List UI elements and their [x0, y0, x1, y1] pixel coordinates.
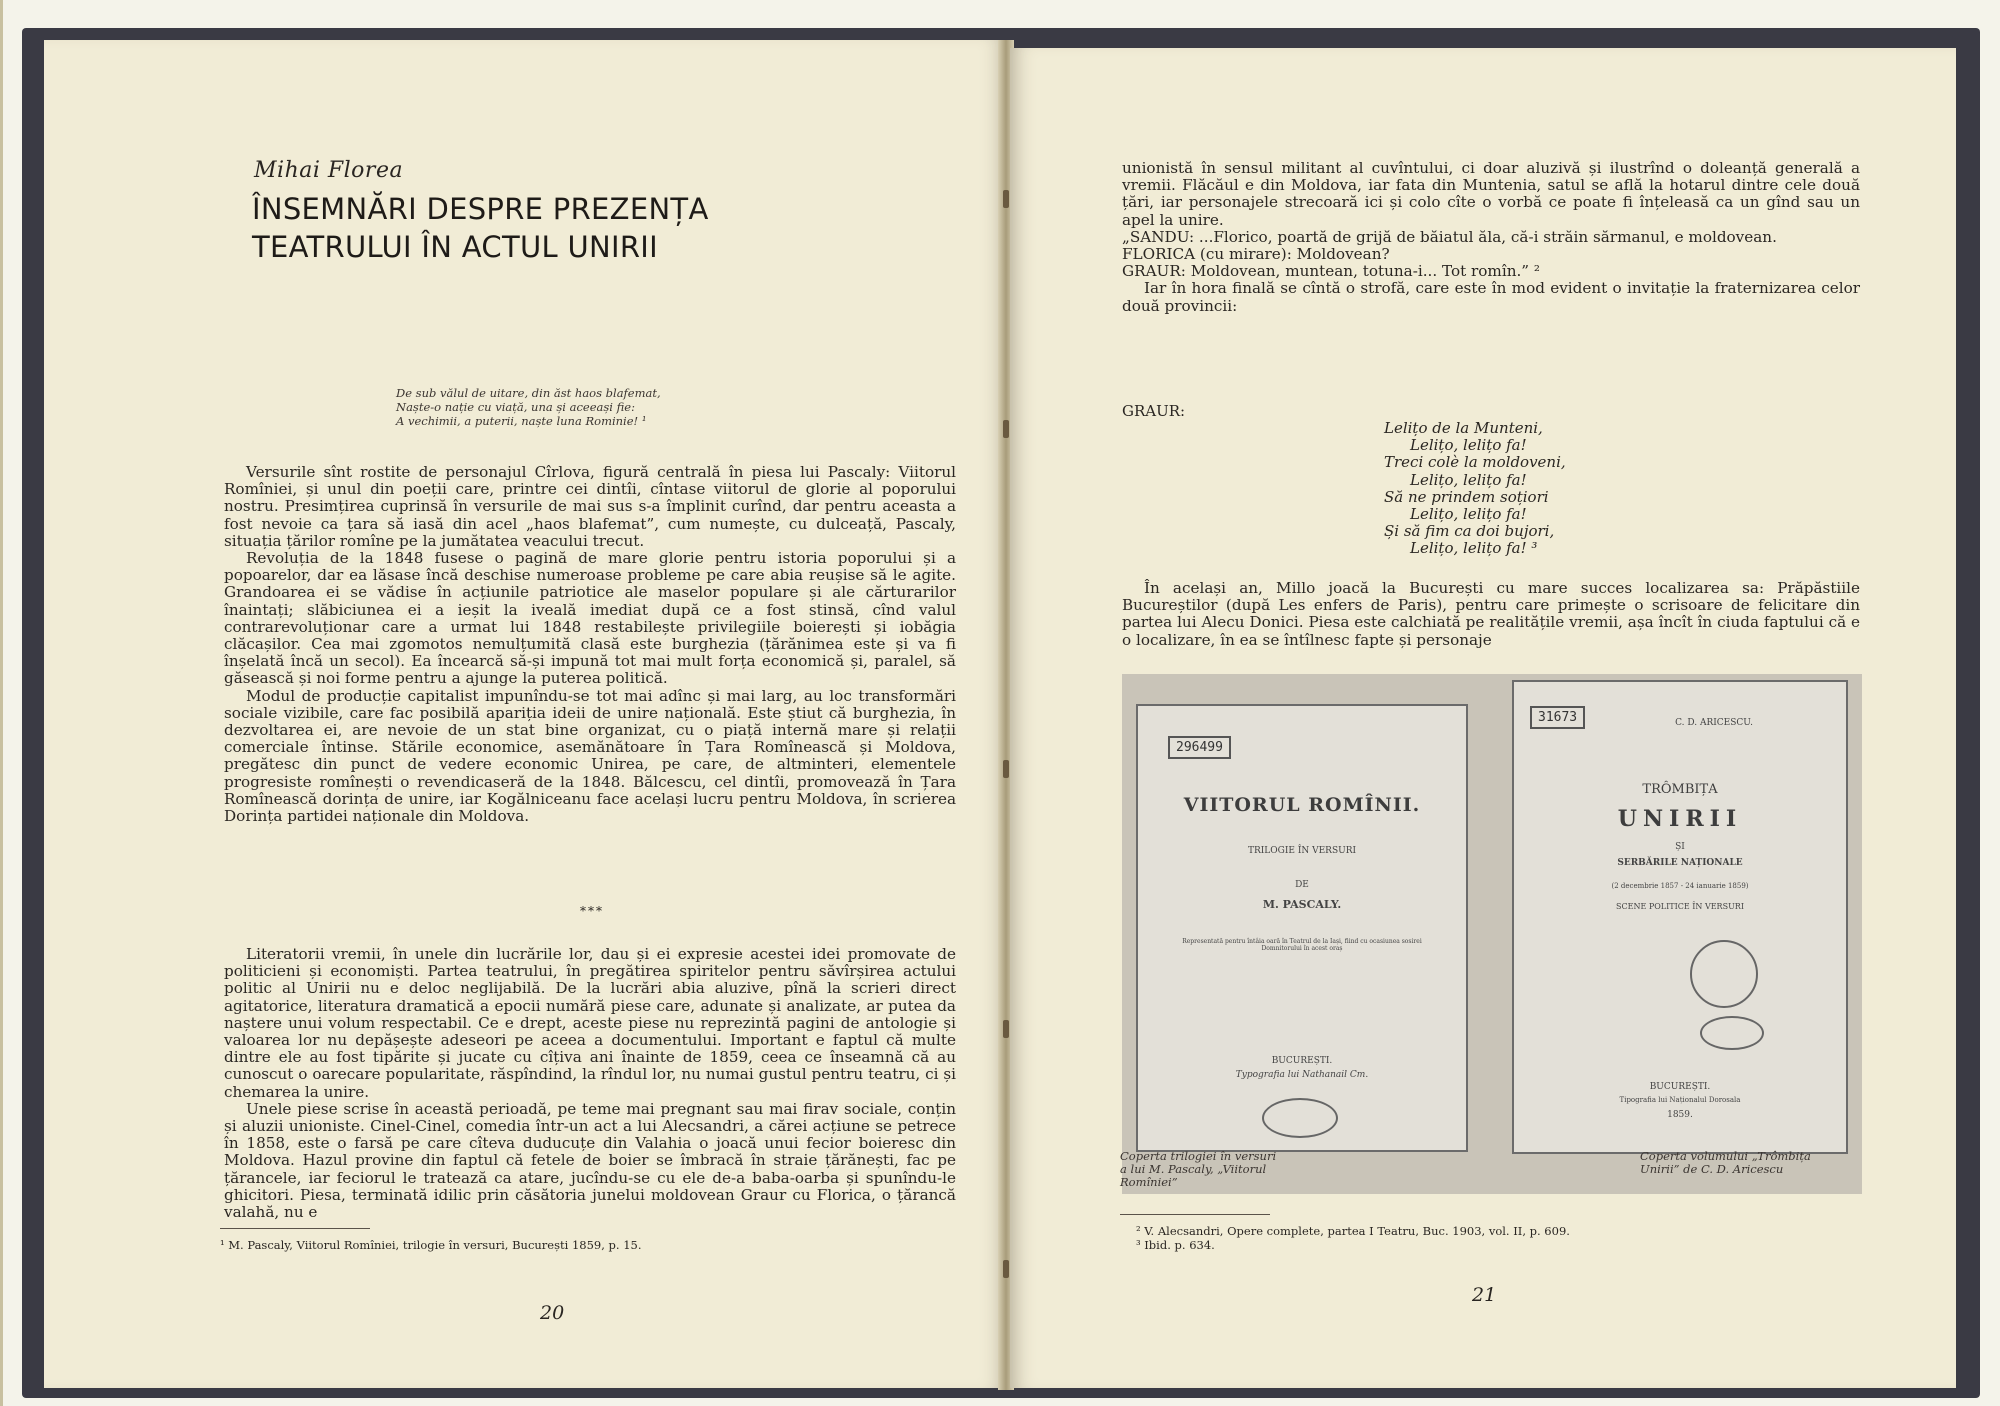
booklet-author: C. D. ARICESCU.: [1675, 718, 1753, 728]
poem-line: Lelițo, lelițo fa!: [1410, 505, 1527, 524]
booklet-year: 1859.: [1667, 1110, 1693, 1120]
binding-stitch: [1003, 760, 1009, 778]
paragraph: Unele piese scrise în această perioadă, pe teme mai pregnant sau mai firav sociale, conțin și aluzii unioniste. Cinel-Cinel, comedia într-un act a lui Alecsandri, a cărei acțiune se petrece în 1858, este o farsă pe care cîteva duducuțe din Valahia o joacă unui fecior boieresc din Moldova. Hazul provine din faptul că fetele de boier se îmbracă în straie țărănești, fac pe țărancele, iar feciorul le tratează ca atare, jucîndu-se cu ele de-a baba-oarba și spunîndu-le ghicitori. Piesa, terminată idilic prin căsătoria junelui moldovean Graur cu Florica, o țărancă valahă, nu e: [224, 1099, 956, 1222]
caption-line: Romîniei”: [1120, 1175, 1178, 1189]
booklet-city: BUCUREȘTI.: [1649, 1082, 1711, 1092]
booklet-press: Typografia lui Nathanail Cm.: [1235, 1070, 1369, 1080]
booklet-cover-trombita: [1512, 680, 1848, 1154]
dialog-line: „SANDU: ...Florico, poartă de grijă de băiatul ăla, că-i străin sărmanul, e moldovean.: [1122, 227, 1777, 246]
caption-line: Coperta trilogiei în versuri: [1120, 1149, 1277, 1163]
title-line-1: ÎNSEMNĂRI DESPRE PREZENȚA: [252, 192, 709, 226]
poem-line: Lelițo de la Munteni,: [1384, 419, 1543, 437]
epigraph-line: A vechimii, a puterii, naște luna Rominie! ¹: [396, 414, 647, 428]
section-separator: ***: [580, 904, 604, 918]
title-line-2: TEATRULUI ÎN ACTUL UNIRII: [252, 230, 659, 264]
booklet-title: VIITORUL ROMÎNII.: [1183, 794, 1421, 816]
footnote: ² V. Alecsandri, Opere complete, partea I Teatru, Buc. 1903, vol. II, p. 609.: [1136, 1224, 1570, 1238]
coat-of-arms-icon: [1690, 940, 1758, 1008]
booklet-cover-viitorul: [1136, 704, 1468, 1152]
booklet-city: BUCUREȘTI.: [1271, 1056, 1333, 1066]
poem-line: Lelițo, lelițo fa! ³: [1410, 539, 1538, 558]
booklet-de: DE: [1295, 880, 1309, 890]
article-title: [252, 190, 852, 266]
booklet-si: ȘI: [1675, 842, 1685, 852]
binding-stitch: [1003, 1020, 1009, 1038]
paragraph: Versurile sînt rostite de personajul Cîrlova, figură centrală în piesa lui Pascaly: Viitorul Romîniei, și unul din poeții care, printre cei dintîi, cîntase viitorul de glorie al poporului nostru. Presimțirea cuprinsă în versurile de mai sus s-a împlinit curînd, dar pentru aceasta a fost nevoie ca țara să iasă din acel „haos blafemat”, cum numește, cu dulceață, Pascaly, situația țărilor romîne pe la jumătatea veacului trecut.: [224, 463, 956, 550]
page-edge: [0, 0, 3, 1406]
library-stamp: 31673: [1530, 706, 1585, 729]
paragraph: Modul de producție capitalist impunîndu-se tot mai adînc și mai larg, au loc transformări sociale vizibile, care fac posibilă apariția ideii de unire națională. Este știut că burghezia, în dezvoltarea ei, are nevoie de un stat bine organizat, cu o piață internă mare și relații comerciale întinse. Stările economice, asemănătoare în Țara Romînească și Moldova, pregătesc din punct de vedere economic Unirea, pe care, de altminteri, elementele progresiste romînești o revendicaseră de la 1848. Bălcescu, cel dintîi, promovează în Țara Romînească dorința de unire, iar Kogălniceanu face același lucru pentru Moldova, în scrierea Dorința partidei naționale din Moldova.: [224, 686, 956, 826]
binding-stitch: [1003, 1260, 1009, 1278]
booklet-title-2: UNIRII: [1617, 806, 1743, 832]
caption-left: [1120, 1150, 1350, 1189]
poem-line: Lelițo, lelițo fa!: [1410, 470, 1527, 489]
paragraph: În același an, Millo joacă la București cu mare succes localizarea sa: Prăpăstiile Bucureștilor (după Les enfers de Paris), pentru care primește o scrisoare de felicitare din partea lui Alecu Donici. Piesa este calchiată pe realitățile vremii, așa încît în ciuda faptului că e o localizare, în ea se întîlnesc fapte și personaje: [1122, 579, 1860, 649]
booklet-author: M. PASCALY.: [1262, 898, 1342, 911]
library-seal: [1262, 1098, 1338, 1138]
page-number: 21: [1472, 1284, 1497, 1306]
body-section-1: [224, 464, 956, 825]
poem-line: Treci colè la moldoveni,: [1384, 453, 1566, 472]
poem-line: Lelițo, lelițo fa!: [1410, 436, 1527, 455]
booklet-title-1: TRÔMBIȚA: [1642, 782, 1718, 797]
booklet-dates: (2 decembrie 1857 - 24 ianuarie 1859): [1611, 882, 1749, 890]
author-name: Mihai Florea: [254, 158, 404, 183]
binding-stitch: [1003, 420, 1009, 438]
binding-stitch: [1003, 190, 1009, 208]
booklet-title-3: SERBĂRILE NAȚIONALE: [1617, 858, 1743, 868]
paragraph: Literatorii vremii, în unele din lucrările lor, dau și ei expresie acestei idei promovate de politicieni și economiști. Partea teatrului, în pregătirea spiritelor pentru săvîrșirea actului politic al Unirii nu e deloc neglijabilă. De la lucrări abia aluzive, pînă la scrieri direct agitatorice, literatura dramatică a epocii numără piese care, adunate și analizate, ar putea da naștere unui volum respectabil. Ce e drept, aceste piese nu reprezintă pagini de antologie și valoarea lor nu depășește adeseori pe aceea a documentului. Important e faptul că multe dintre ele au fost tipărite și jucate cu cîțiva ani înainte de 1859, ceea ce înseamnă că au cunoscut o oarecare popularitate, răspîndind, la rîndul lor, nu numai gustul pentru teatru, ci și chemarea la unire.: [224, 945, 956, 1101]
footnote: ¹ M. Pascaly, Viitorul Romîniei, trilogie în versuri, București 1859, p. 15.: [220, 1238, 642, 1252]
body-section-right-1: [1122, 160, 1860, 315]
footnote-rule: [220, 1228, 370, 1229]
dialog-line: GRAUR: Moldovean, muntean, totuna-i... Tot romîn.” ²: [1122, 262, 1540, 281]
footnote-rule: [1120, 1214, 1270, 1215]
paragraph: Revoluția de la 1848 fusese o pagină de mare glorie pentru istoria poporului și a popoarelor, dar ea lăsase încă deschise numeroase probleme pe care abia reușise să le agite. Grandoarea ei se vădise în acțiunile patriotice ale maselor populare și ale cărturarilor înaintați; slăbiciunea ei a ieșit la iveală imediat după ce a fost stinsă, cînd valul contrarevoluționar care a urmat lui 1848 restabilește privilegiile boierești și iobăgia clăcașilor. Cea mai zgomotos nemulțumită clasă este burghezia (țărănimea este și va fi înșelată încă un secol). Ea încearcă să-și impună tot mai mult forța economică și, paralel, să găsească și noi forme pentru a ajunge la puterea politică.: [224, 549, 956, 688]
booklet-scene: SCENE POLITICE ÎN VERSURI: [1616, 902, 1744, 911]
library-stamp: 296499: [1168, 736, 1231, 759]
paragraph: Iar în hora finală se cîntă o strofă, care este în mod evident o invitație la fraternizarea celor două provincii:: [1122, 279, 1860, 315]
booklet-subtitle: TRILOGIE ÎN VERSURI: [1247, 846, 1357, 856]
left-page: [44, 40, 1006, 1388]
body-section-2: [224, 946, 956, 1221]
poem-line: Și să fim ca doi bujori,: [1384, 522, 1555, 541]
paragraph: unionistă în sensul militant al cuvîntului, ci doar aluzivă și ilustrînd o doleanță generală a vremii. Flăcăul e din Moldova, iar fata din Muntenia, satul se află la hotarul dintre cele două țări, iar personajele strecoară ici și colo cîte o vorbă ce poate fi înțeleasă ca un gînd sau un apel la unire.: [1122, 159, 1860, 229]
booklet-fine-print: Representată pentru întâia oară în Teatrul de la Iași, fiind cu ocasiunea sosirei Domnitorului în acest oraș: [1182, 938, 1422, 952]
epigraph: [396, 386, 836, 428]
poem: [1384, 420, 1684, 558]
dialog-line: FLORICA (cu mirare): Moldovean?: [1122, 245, 1390, 264]
caption-line: Coperta volumului „Trômbița: [1640, 1149, 1811, 1163]
speaker-label: GRAUR:: [1122, 402, 1186, 420]
caption-right: [1640, 1150, 1870, 1176]
illustration-plate: [1122, 674, 1862, 1194]
footnote: ³ Ibid. p. 634.: [1136, 1238, 1215, 1252]
body-section-right-2: [1122, 580, 1860, 649]
epigraph-line: Naște-o nație cu viață, una și aceeași fie:: [396, 400, 635, 414]
caption-line: Unirii” de C. D. Aricescu: [1640, 1162, 1784, 1176]
epigraph-line: De sub vălul de uitare, din ăst haos blafemat,: [396, 386, 661, 400]
caption-line: a lui M. Pascaly, „Viitorul: [1120, 1162, 1267, 1176]
booklet-press: Tipografia lui Naționalul Dorosala: [1619, 1096, 1741, 1104]
page-number: 20: [540, 1302, 565, 1324]
right-page: [1010, 48, 1956, 1388]
poem-line: Să ne prindem soțiori: [1384, 487, 1549, 506]
library-seal: [1700, 1016, 1764, 1050]
